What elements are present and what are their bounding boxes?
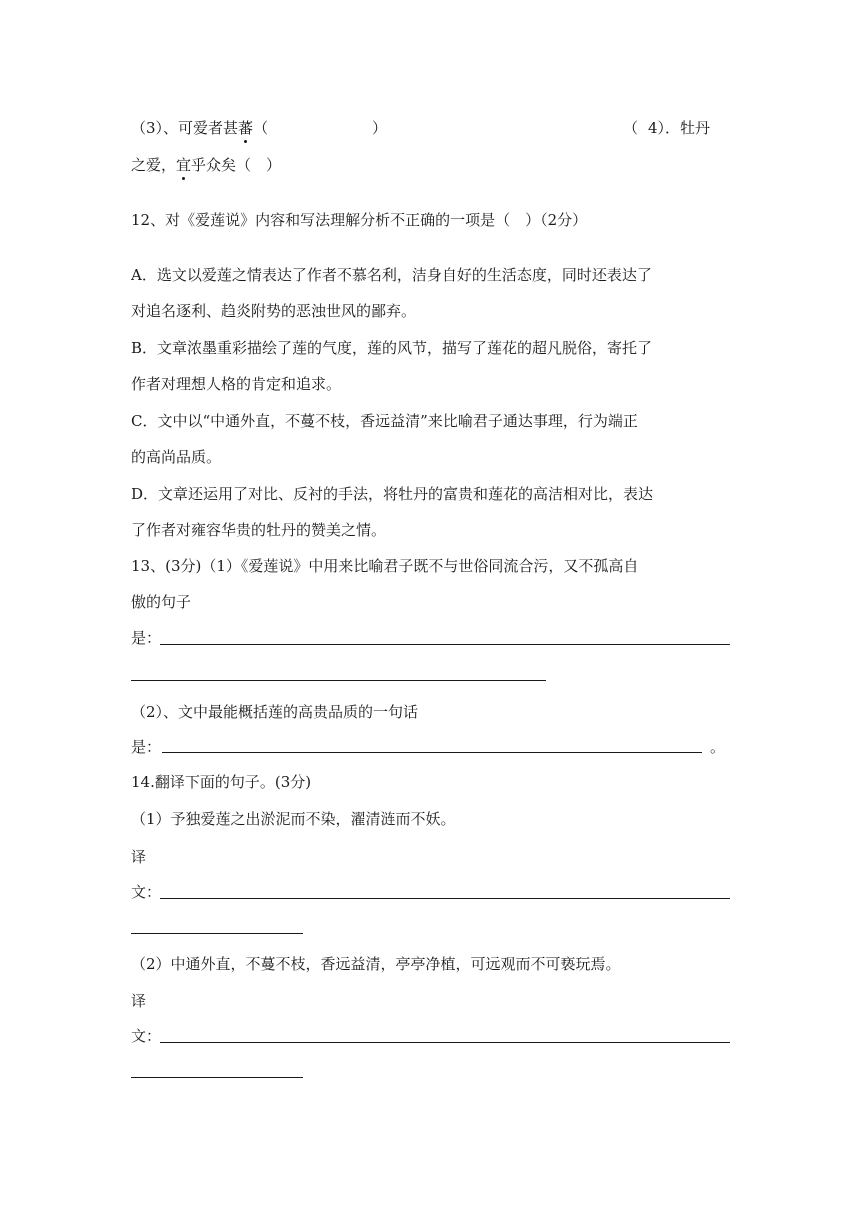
q14-sentence-2: （2）中通外直，不蔓不枝，香远益清，亭亭净植，可远观而不可亵玩焉。 [131,955,621,973]
q14-answer-blank-2b[interactable] [131,1077,303,1078]
q11-item4-continuation [131,155,281,175]
q12-option-a-line2: 对追名逐利、趋炎附势的恶浊世风的鄙弃。 [131,302,417,320]
q14-wen-1: 文： [131,883,162,901]
q14-wen-2: 文： [131,1027,162,1045]
q14-answer-blank-1a[interactable] [160,898,730,899]
q11-item4-open: （ [623,119,639,137]
q13-answer-label-1: 是： [131,629,162,647]
q14-answer-blank-2a[interactable] [160,1042,730,1043]
q11-item3 [131,118,268,138]
q14-stem: 14.翻译下面的句子。(3分) [131,773,312,791]
q13-end-mark: 。 [710,738,726,756]
q11-item3-dotted-char: 蕃 [238,119,254,137]
q14-sentence-1: （1）予独爱莲之出淤泥而不染，濯清涟而不妖。 [131,810,456,828]
q12-option-b-line1: B．文章浓墨重彩描绘了莲的气度，莲的风节，描写了莲花的超凡脱俗，寄托了 [131,339,653,357]
q12-option-a-line1: A．选文以爱莲之情表达了作者不慕名利，洁身自好的生活态度，同时还表达了 [131,266,652,284]
q14-yi-1: 译 [131,848,147,866]
q12-option-d-line1: D．文章还运用了对比、反衬的手法，将牡丹的富贵和莲花的高洁相对比，表达 [131,485,654,503]
q13-answer-label-2: 是： [131,738,162,756]
q12-stem: 12、对《爱莲说》内容和写法理解分析不正确的一项是（ ）（2分） [131,211,588,229]
q11-item4-prefix: 之爱， [131,156,177,174]
q13-part2: （2）、文中最能概括莲的高贵品质的一句话 [131,703,419,721]
q12-option-b-line2: 作者对理想人格的肯定和追求。 [131,375,342,393]
q12-option-c-line2: 的高尚品质。 [131,448,222,466]
q13-stem-line1: 13、(3分)（1）《爱莲说》中用来比喻君子既不与世俗同流合污，又不孤高自 [131,557,639,575]
q13-answer-blank-1b[interactable] [131,680,546,681]
q13-answer-blank-1a[interactable] [160,644,730,645]
q11-item4-dotted-char: 宜 [176,156,192,174]
q11-item4-label: 4）．牡丹 [648,119,711,137]
q14-answer-blank-1b[interactable] [131,933,303,934]
q13-answer-blank-2[interactable] [162,752,702,753]
q13-stem-line2: 傲的句子 [131,593,192,611]
q11-item3-close: ） [372,119,388,137]
q11-item3-prefix: （3）、可爱者甚 [131,119,239,137]
q12-option-d-line2: 了作者对雍容华贵的牡丹的赞美之情。 [131,521,387,539]
q11-item4-suffix: 乎众矣（ ） [191,156,282,174]
q14-yi-2: 译 [131,992,147,1010]
q12-option-c-line1: C．文中以“中通外直，不蔓不枝，香远益清”来比喻君子通达事理，行为端正 [131,412,638,430]
q11-item3-open: （ [253,119,269,137]
